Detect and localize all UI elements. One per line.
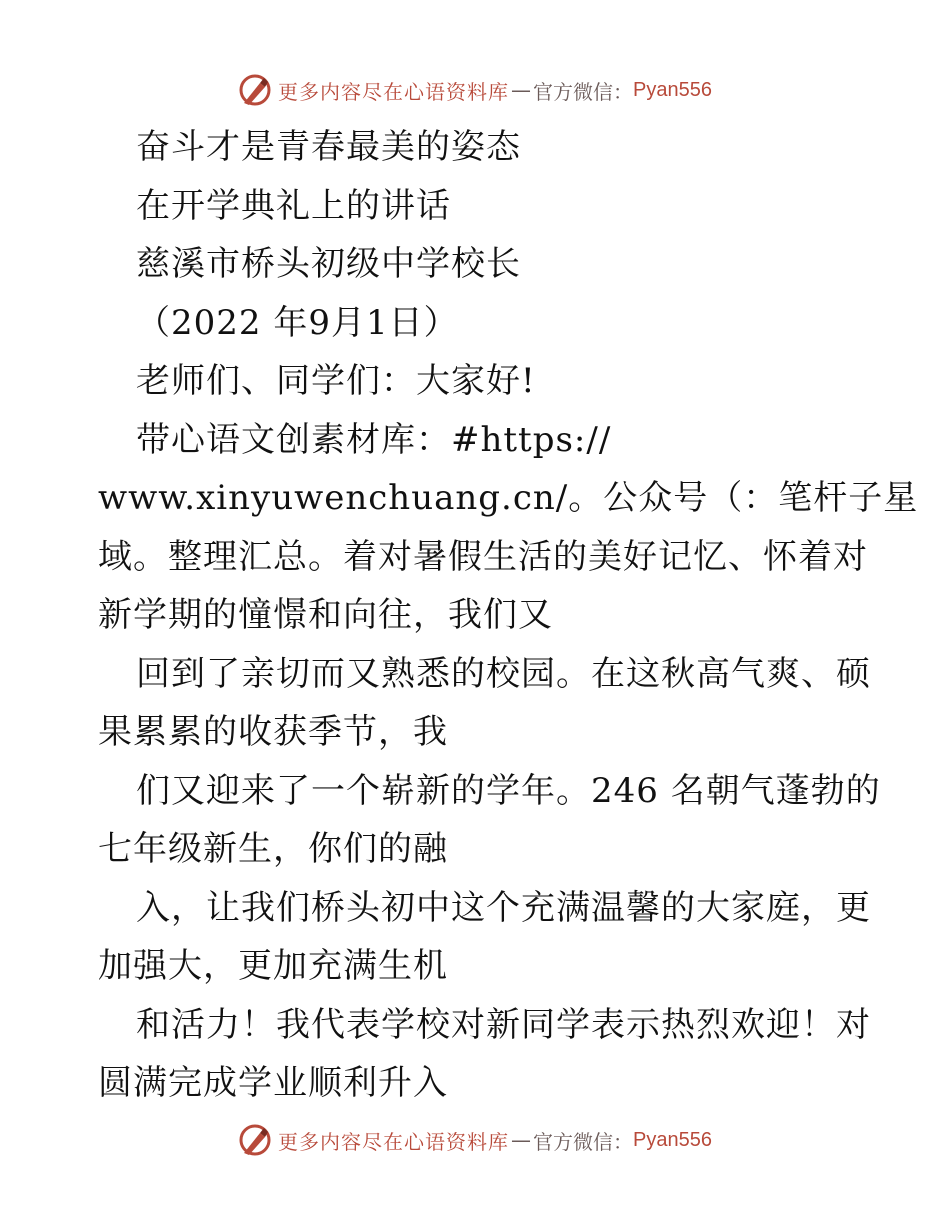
text-line: 们又迎来了一个崭新的学年。246 名朝气蓬勃的 [136, 770, 881, 811]
document-body [98, 118, 919, 1113]
text-line: 和活力！我代表学校对新同学表示热烈欢迎！对 [136, 1004, 871, 1045]
footer-banner [0, 1120, 950, 1160]
text-line: 入，让我们桥头初中这个充满温馨的大家庭，更 [136, 887, 871, 928]
doc-author: 慈溪市桥头初级中学校长 [136, 244, 521, 284]
banner-text: 更多内容尽在心语资料库 [278, 1129, 510, 1154]
doc-date: （2022 年9月1日） [136, 302, 459, 343]
banner-separator: — [511, 1128, 532, 1152]
text-line: 圆满完成学业顺利升入 [98, 1063, 448, 1103]
header-banner [0, 70, 950, 110]
banner-text: 更多内容尽在心语资料库 [278, 79, 510, 104]
text-line: 加强大，更加充满生机 [98, 946, 448, 986]
text-line: 域。整理汇总。着对暑假生活的美好记忆、怀着对 [98, 536, 868, 577]
text-line: 七年级新生，你们的融 [98, 829, 448, 869]
text-line: 新学期的憧憬和向往，我们又 [98, 595, 553, 635]
text-line: 回到了亲切而又熟悉的校园。在这秋高气爽、硕 [136, 653, 871, 694]
doc-subtitle: 在开学典礼上的讲话 [136, 185, 451, 226]
banner-wechat-id: Pyan556 [633, 78, 712, 101]
doc-greeting: 老师们、同学们：大家好! [136, 361, 536, 401]
banner-wechat-label: 官方微信： [533, 1129, 634, 1154]
banner-wechat-label: 官方微信： [533, 79, 634, 104]
pen-logo-icon [238, 1123, 272, 1157]
text-line: 带心语文创素材库：#https:// [136, 419, 612, 460]
banner-separator: — [511, 78, 532, 102]
doc-title: 奋斗才是青春最美的姿态 [136, 127, 521, 167]
text-line: www.xinyuwenchuang.cn/。公众号（：笔杆子星 [98, 478, 919, 518]
banner-wechat-id: Pyan556 [633, 1128, 712, 1151]
text-line: 果累累的收获季节，我 [98, 712, 448, 752]
pen-logo-icon [238, 73, 272, 107]
